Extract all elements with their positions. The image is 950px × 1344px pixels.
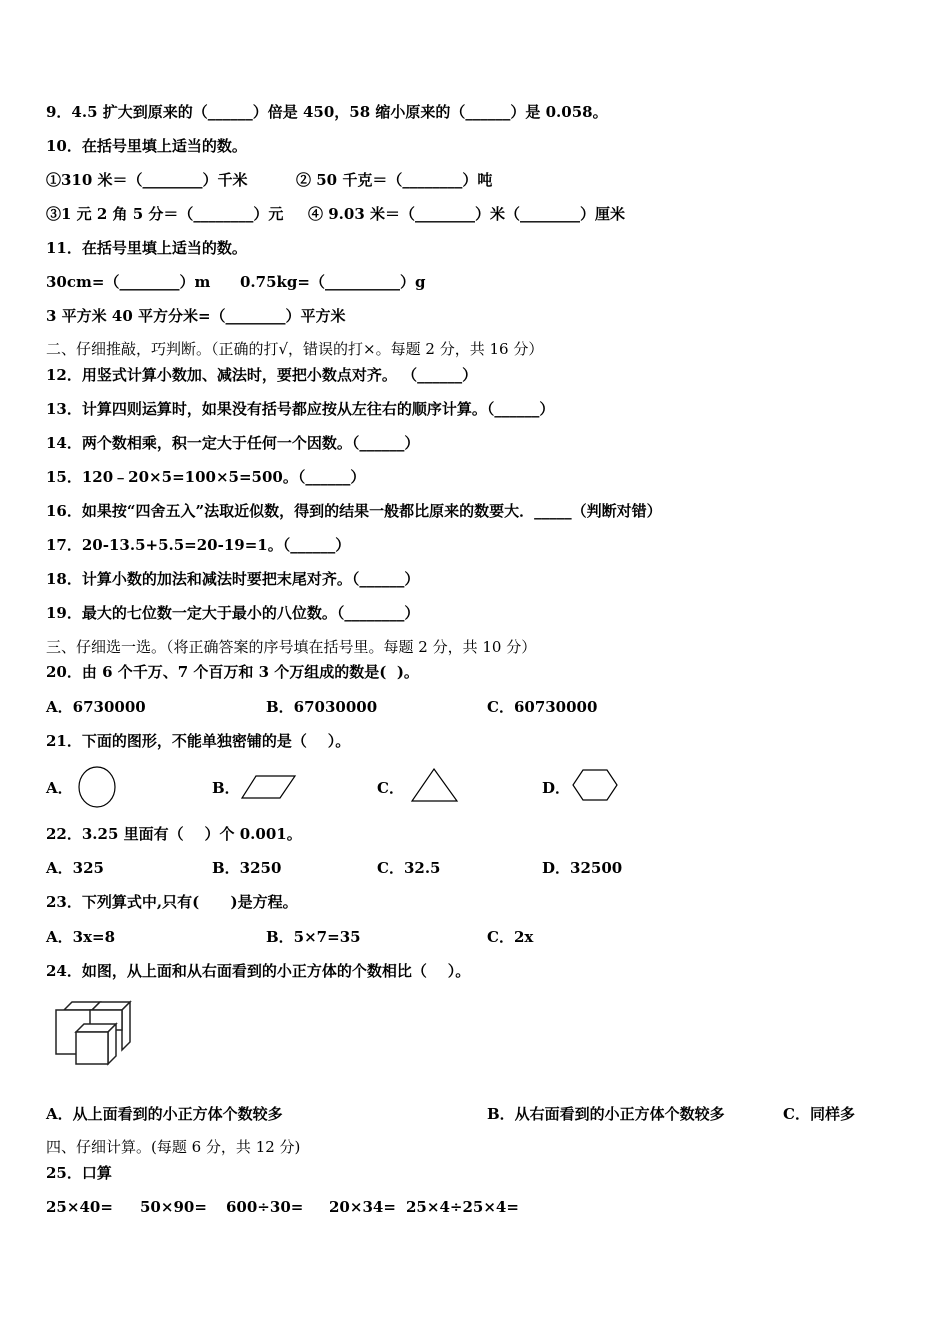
question-11-part-2: 0.75kg=（__________）g <box>240 273 426 291</box>
question-23-option-b: B．5×7=35 <box>266 928 361 946</box>
question-11: 11．在括号里填上适当的数。 <box>46 239 247 257</box>
calc-item: 600÷30= <box>226 1198 304 1216</box>
question-10: 10．在括号里填上适当的数。 <box>46 137 247 155</box>
question-10-part-3: ③1 元 2 角 5 分＝（________）元 <box>46 205 284 223</box>
section-3-title: 三、仔细选一选。（将正确答案的序号填在括号里。每题 2 分，共 10 分） <box>46 638 537 656</box>
section-2-title: 二、仔细推敲，巧判断。（正确的打√，错误的打×。每题 2 分，共 16 分） <box>46 340 544 358</box>
question-20-option-b: B．67030000 <box>266 698 378 716</box>
question-11-part-3: 3 平方米 40 平方分米=（________）平方米 <box>46 307 346 325</box>
triangle-shape-icon <box>410 766 460 804</box>
question-21: 21．下面的图形，不能单独密铺的是（ ）。 <box>46 732 351 750</box>
section-4-title: 四、仔细计算。(每题 6 分，共 12 分) <box>46 1138 301 1156</box>
question-22-option-c: C．32.5 <box>377 859 441 877</box>
parallelogram-shape-icon <box>240 773 298 801</box>
question-10-part-2: ② 50 千克＝（________）吨 <box>296 171 493 189</box>
question-12: 12．用竖式计算小数加、减法时，要把小数点对齐。 （______） <box>46 366 478 384</box>
question-24-option-a: A．从上面看到的小正方体个数较多 <box>46 1105 283 1123</box>
question-20: 20．由 6 个千万、7 个百万和 3 个万组成的数是( )。 <box>46 663 419 681</box>
question-23-option-c: C．2x <box>487 928 534 946</box>
question-20-option-a: A．6730000 <box>46 698 146 716</box>
calc-item: 25×40= <box>46 1198 113 1216</box>
question-11-part-1: 30cm=（________）m <box>46 273 211 291</box>
question-17: 17．20-13.5+5.5=20-19=1。（______） <box>46 536 351 554</box>
question-19: 19．最大的七位数一定大于最小的八位数。（________） <box>46 604 420 622</box>
question-9: 9．4.5 扩大到原来的（______）倍是 450，58 缩小原来的（______）是 0.058。 <box>46 103 608 121</box>
calc-item: 25×4÷25×4= <box>406 1198 519 1216</box>
question-23-option-a: A．3x=8 <box>46 928 116 946</box>
question-22-option-a: A．325 <box>46 859 104 877</box>
question-21-option-c: C． <box>377 779 404 797</box>
cube-stack-figure <box>50 998 136 1068</box>
question-23: 23．下列算式中,只有( )是方程。 <box>46 893 298 911</box>
question-10-part-1: ①310 米＝（________）千米 <box>46 171 248 189</box>
question-25: 25．口算 <box>46 1164 112 1182</box>
question-15: 15．120﹣20×5=100×5=500。（______） <box>46 468 366 486</box>
question-24: 24．如图，从上面和从右面看到的小正方体的个数相比（ ）。 <box>46 962 471 980</box>
calc-item: 50×90= <box>140 1198 207 1216</box>
calc-item: 20×34= <box>329 1198 396 1216</box>
question-22-option-b: B．3250 <box>212 859 282 877</box>
question-24-option-b: B．从右面看到的小正方体个数较多 <box>487 1105 725 1123</box>
question-21-option-a: A． <box>46 779 73 797</box>
question-21-option-b: B． <box>212 779 240 797</box>
circle-shape-icon <box>76 765 118 809</box>
question-22: 22．3.25 里面有（ ）个 0.001。 <box>46 825 302 843</box>
question-10-part-4: ④ 9.03 米＝（________）米（________）厘米 <box>308 205 625 223</box>
question-20-option-c: C．60730000 <box>487 698 598 716</box>
question-21-option-d: D． <box>542 779 571 797</box>
question-13: 13．计算四则运算时，如果没有括号都应按从左往右的顺序计算。（______） <box>46 400 555 418</box>
question-18: 18．计算小数的加法和减法时要把末尾对齐。（______） <box>46 570 420 588</box>
hexagon-shape-icon <box>571 767 621 803</box>
question-24-option-c: C．同样多 <box>783 1105 855 1123</box>
question-14: 14．两个数相乘，积一定大于任何一个因数。（______） <box>46 434 420 452</box>
question-22-option-d: D．32500 <box>542 859 623 877</box>
question-16: 16．如果按“四舍五入”法取近似数，得到的结果一般都比原来的数要大．_____（判断对错） <box>46 502 662 520</box>
